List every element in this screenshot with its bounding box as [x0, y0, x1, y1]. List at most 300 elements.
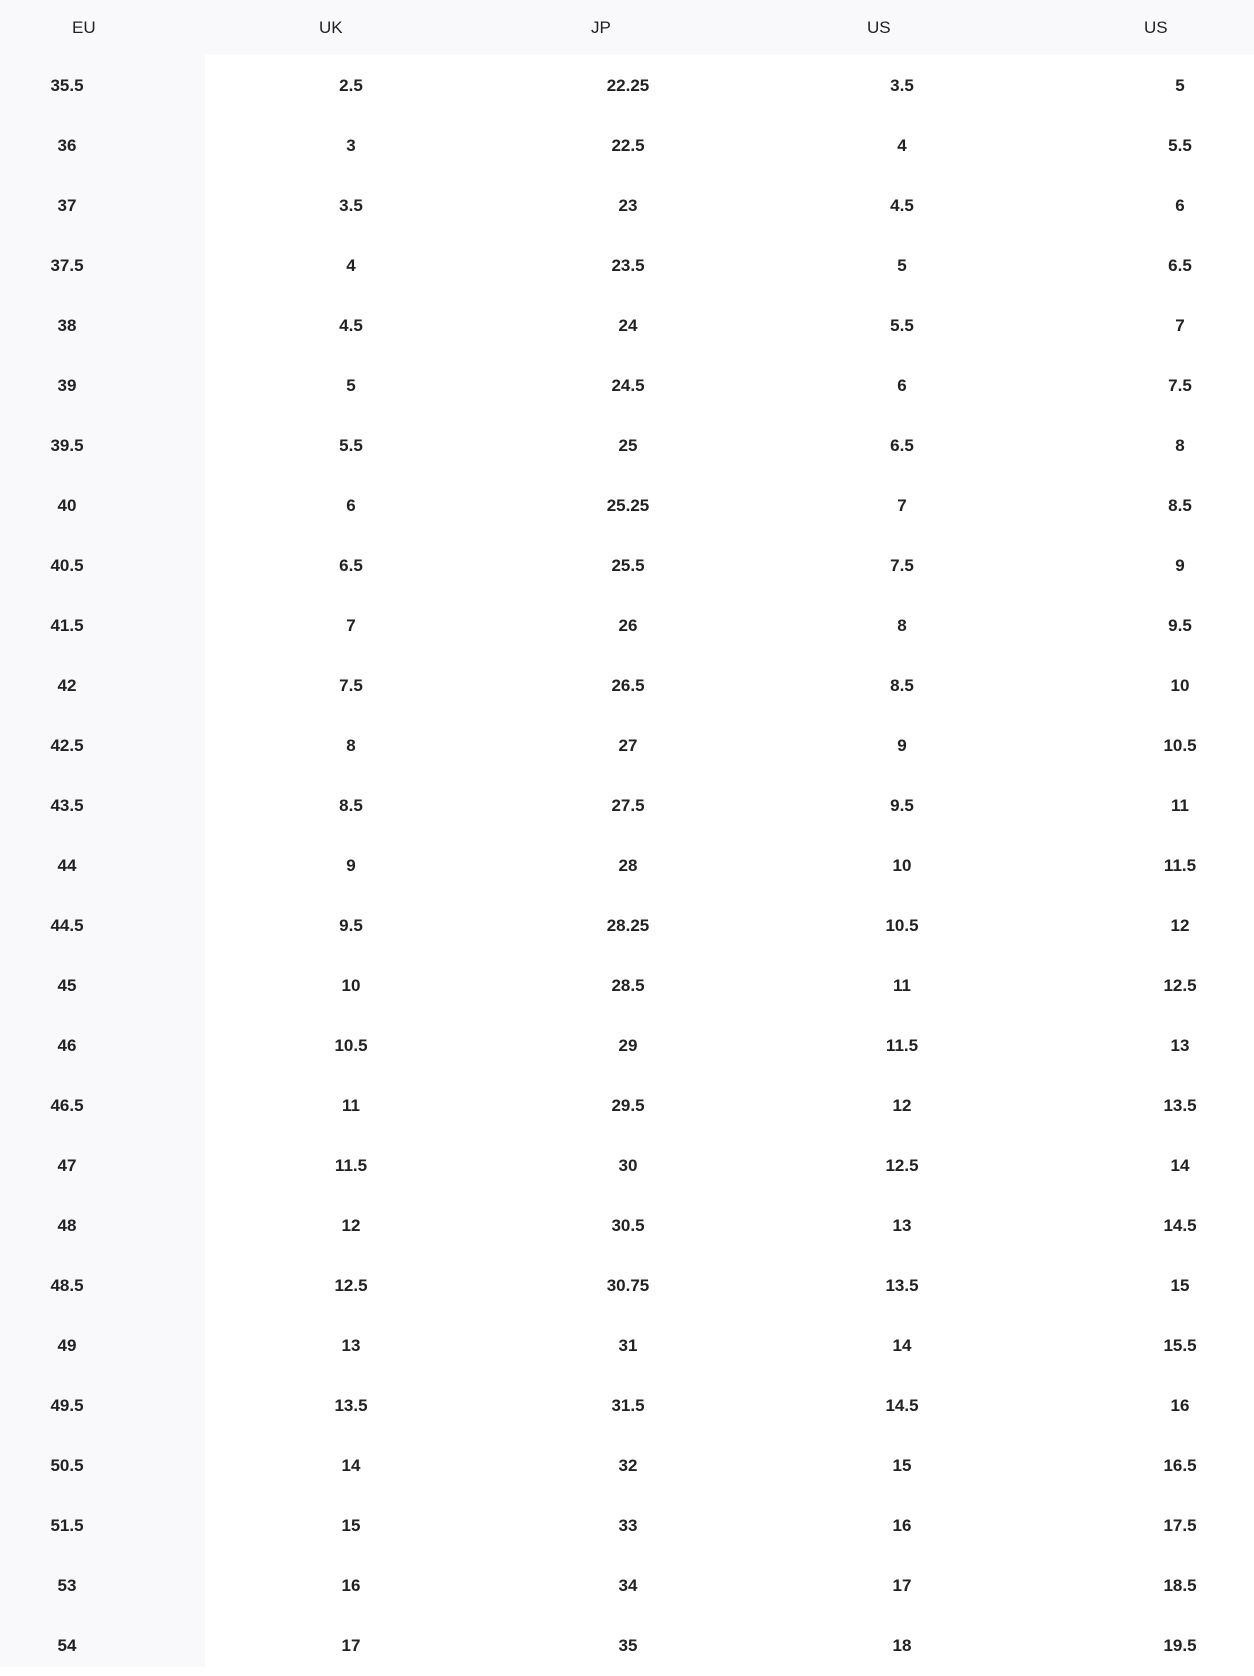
cell-eu-value: 48 — [57, 1216, 77, 1235]
cell-us-women-value: 6.5 — [1168, 256, 1192, 275]
cell-uk — [205, 236, 485, 296]
table-row — [0, 1076, 1254, 1136]
cell-us-men — [761, 1556, 1040, 1616]
cell-jp — [485, 116, 761, 176]
cell-us-women-value: 9 — [1175, 556, 1185, 575]
cell-jp-value: 32 — [618, 1456, 638, 1475]
cell-us-men-value: 4 — [897, 136, 907, 155]
cell-eu-value: 37 — [57, 196, 77, 215]
cell-eu — [0, 896, 205, 956]
cell-us-women-value: 15 — [1170, 1276, 1190, 1295]
cell-jp — [485, 836, 761, 896]
cell-us-men — [761, 55, 1040, 116]
cell-eu — [0, 476, 205, 536]
table-row — [0, 1496, 1254, 1556]
cell-jp — [485, 596, 761, 656]
cell-us-men — [761, 716, 1040, 776]
cell-uk — [205, 1436, 485, 1496]
cell-eu-value: 44 — [57, 856, 77, 875]
cell-us-women-value: 11.5 — [1163, 856, 1197, 875]
cell-jp — [485, 1136, 761, 1196]
table-row — [0, 416, 1254, 476]
cell-uk-value: 3.5 — [339, 196, 363, 215]
cell-jp — [485, 1436, 761, 1496]
cell-us-men-value: 7.5 — [890, 556, 914, 575]
table-row — [0, 476, 1254, 536]
cell-us-women — [1040, 176, 1254, 236]
cell-eu — [0, 1136, 205, 1196]
cell-uk-value: 10.5 — [334, 1036, 368, 1055]
cell-uk — [205, 1376, 485, 1436]
cell-jp — [485, 1016, 761, 1076]
cell-us-women — [1040, 476, 1254, 536]
cell-jp-value: 33 — [618, 1516, 638, 1535]
cell-jp — [485, 416, 761, 476]
cell-uk — [205, 716, 485, 776]
table-row — [0, 1196, 1254, 1256]
table-row — [0, 1316, 1254, 1376]
cell-eu — [0, 1376, 205, 1436]
cell-jp-value: 29.5 — [611, 1096, 645, 1115]
cell-us-women-value: 17.5 — [1163, 1516, 1197, 1535]
cell-eu-value: 39 — [57, 376, 77, 395]
header-jp-label: JP — [591, 17, 611, 37]
cell-jp-value: 28 — [618, 856, 638, 875]
cell-uk-value: 15 — [341, 1516, 361, 1535]
cell-us-women-value: 14 — [1170, 1156, 1190, 1175]
cell-eu-value: 46.5 — [50, 1096, 84, 1115]
table-row — [0, 1556, 1254, 1616]
cell-us-women-value: 9.5 — [1168, 616, 1192, 635]
cell-eu-value: 48.5 — [50, 1276, 84, 1295]
cell-eu — [0, 716, 205, 776]
cell-eu — [0, 656, 205, 716]
table-row — [0, 1376, 1254, 1436]
cell-uk-value: 7.5 — [339, 676, 363, 695]
cell-eu-value: 43.5 — [50, 796, 84, 815]
cell-us-men-value: 14.5 — [885, 1396, 919, 1415]
header-row — [0, 0, 1254, 55]
table-row — [0, 896, 1254, 956]
cell-jp — [485, 716, 761, 776]
cell-us-men-value: 14 — [892, 1336, 912, 1355]
cell-uk-value: 6 — [346, 496, 356, 515]
cell-eu-value: 49.5 — [50, 1396, 84, 1415]
cell-us-men — [761, 1316, 1040, 1376]
cell-eu-value: 42 — [57, 676, 77, 695]
cell-uk — [205, 1136, 485, 1196]
cell-uk — [205, 896, 485, 956]
cell-eu — [0, 116, 205, 176]
cell-jp — [485, 55, 761, 116]
cell-eu — [0, 356, 205, 416]
cell-us-men — [761, 1196, 1040, 1256]
cell-eu-value: 47 — [57, 1156, 77, 1175]
header-uk-label: UK — [319, 17, 343, 37]
cell-uk-value: 12.5 — [334, 1276, 368, 1295]
cell-us-women-value: 14.5 — [1163, 1216, 1197, 1235]
cell-us-men-value: 12 — [892, 1096, 912, 1115]
cell-uk-value: 14 — [341, 1456, 361, 1475]
cell-uk-value: 2.5 — [339, 75, 363, 95]
cell-us-women-value: 5.5 — [1168, 136, 1192, 155]
header-us-men-label: US — [867, 17, 891, 37]
cell-uk — [205, 356, 485, 416]
table-row — [0, 176, 1254, 236]
cell-uk-value: 4.5 — [339, 316, 363, 335]
cell-uk-value: 6.5 — [339, 556, 363, 575]
cell-us-men — [761, 596, 1040, 656]
cell-us-women — [1040, 776, 1254, 836]
cell-jp-value: 29 — [618, 1036, 638, 1055]
cell-us-men — [761, 956, 1040, 1016]
cell-eu-value: 53 — [57, 1576, 77, 1595]
table-row — [0, 1256, 1254, 1316]
table-row — [0, 1616, 1254, 1676]
cell-uk — [205, 55, 485, 116]
cell-jp — [485, 536, 761, 596]
cell-us-men — [761, 776, 1040, 836]
cell-jp-value: 27.5 — [611, 796, 645, 815]
cell-us-women-value: 19.5 — [1163, 1636, 1197, 1655]
cell-eu — [0, 176, 205, 236]
cell-uk — [205, 416, 485, 476]
header-eu — [0, 0, 205, 55]
cell-eu-value: 54 — [57, 1636, 77, 1655]
cell-eu-value: 45 — [57, 976, 77, 995]
table-row — [0, 716, 1254, 776]
cell-us-women — [1040, 896, 1254, 956]
cell-uk-value: 13 — [341, 1336, 361, 1355]
cell-uk — [205, 1076, 485, 1136]
cell-eu — [0, 296, 205, 356]
cell-jp-value: 30 — [618, 1156, 638, 1175]
cell-uk-value: 7 — [346, 616, 356, 635]
table-row — [0, 296, 1254, 356]
cell-jp-value: 26 — [618, 616, 638, 635]
cell-us-women — [1040, 1556, 1254, 1616]
cell-jp — [485, 956, 761, 1016]
cell-us-women — [1040, 1496, 1254, 1556]
cell-jp — [485, 356, 761, 416]
cell-us-men — [761, 1436, 1040, 1496]
cell-eu-value: 40.5 — [50, 556, 84, 575]
cell-us-men — [761, 656, 1040, 716]
cell-jp — [485, 1196, 761, 1256]
cell-us-women-value: 12 — [1170, 916, 1190, 935]
cell-eu — [0, 536, 205, 596]
cell-uk — [205, 176, 485, 236]
cell-jp — [485, 1316, 761, 1376]
cell-eu — [0, 836, 205, 896]
cell-us-women — [1040, 1316, 1254, 1376]
cell-uk — [205, 1496, 485, 1556]
cell-eu — [0, 1616, 205, 1676]
cell-us-men — [761, 116, 1040, 176]
table-row — [0, 776, 1254, 836]
cell-eu-value: 35.5 — [50, 75, 84, 95]
cell-us-women — [1040, 416, 1254, 476]
cell-uk-value: 9 — [346, 856, 356, 875]
cell-us-men-value: 13.5 — [885, 1276, 919, 1295]
cell-us-women — [1040, 116, 1254, 176]
cell-jp-value: 31.5 — [611, 1396, 645, 1415]
cell-jp-value: 25.5 — [611, 556, 645, 575]
cell-uk — [205, 116, 485, 176]
cell-eu — [0, 1496, 205, 1556]
cell-us-men-value: 17 — [892, 1576, 912, 1595]
cell-us-men-value: 15 — [892, 1456, 912, 1475]
cell-uk-value: 11.5 — [334, 1156, 368, 1175]
cell-jp-value: 28.25 — [606, 916, 650, 935]
cell-jp — [485, 1076, 761, 1136]
cell-uk-value: 17 — [341, 1636, 361, 1655]
cell-jp-value: 22.5 — [611, 136, 645, 155]
cell-us-women-value: 16.5 — [1163, 1456, 1197, 1475]
cell-us-men-value: 6.5 — [890, 436, 914, 455]
cell-us-men-value: 10 — [892, 856, 912, 875]
cell-us-men — [761, 416, 1040, 476]
cell-eu-value: 37.5 — [50, 256, 84, 275]
cell-jp — [485, 296, 761, 356]
cell-us-women — [1040, 956, 1254, 1016]
cell-eu — [0, 1436, 205, 1496]
cell-uk-value: 16 — [341, 1576, 361, 1595]
cell-us-men — [761, 1376, 1040, 1436]
cell-uk — [205, 1316, 485, 1376]
cell-eu-value: 41.5 — [50, 616, 84, 635]
cell-us-women — [1040, 1016, 1254, 1076]
header-jp — [485, 0, 761, 55]
cell-eu — [0, 1196, 205, 1256]
cell-us-men — [761, 296, 1040, 356]
cell-uk-value: 8.5 — [339, 796, 363, 815]
cell-us-men-value: 8 — [897, 616, 907, 635]
cell-jp-value: 35 — [618, 1636, 638, 1655]
cell-uk — [205, 656, 485, 716]
cell-us-women-value: 8 — [1175, 436, 1185, 455]
cell-us-men — [761, 356, 1040, 416]
cell-us-men — [761, 236, 1040, 296]
header-eu-label: EU — [72, 17, 96, 37]
cell-us-men-value: 11 — [893, 976, 911, 995]
cell-eu — [0, 1076, 205, 1136]
cell-us-men — [761, 536, 1040, 596]
cell-us-women-value: 18.5 — [1163, 1576, 1197, 1595]
cell-us-women-value: 7 — [1175, 316, 1185, 335]
cell-eu-value: 39.5 — [50, 436, 84, 455]
cell-us-women — [1040, 55, 1254, 116]
table-row — [0, 236, 1254, 296]
cell-us-women — [1040, 236, 1254, 296]
cell-us-women — [1040, 1196, 1254, 1256]
cell-jp-value: 23 — [618, 196, 638, 215]
cell-us-women — [1040, 356, 1254, 416]
cell-us-women — [1040, 1256, 1254, 1316]
cell-us-women-value: 16 — [1170, 1396, 1190, 1415]
cell-us-women — [1040, 1376, 1254, 1436]
cell-jp — [485, 656, 761, 716]
cell-uk — [205, 1256, 485, 1316]
table-row — [0, 596, 1254, 656]
cell-us-women — [1040, 656, 1254, 716]
cell-jp — [485, 896, 761, 956]
cell-jp — [485, 476, 761, 536]
cell-us-men-value: 16 — [892, 1516, 912, 1535]
cell-us-men — [761, 476, 1040, 536]
cell-jp — [485, 1556, 761, 1616]
cell-us-men — [761, 1016, 1040, 1076]
cell-jp — [485, 1496, 761, 1556]
table-row — [0, 1436, 1254, 1496]
cell-us-men — [761, 896, 1040, 956]
cell-uk-value: 5 — [346, 376, 356, 395]
cell-eu-value: 49 — [57, 1336, 77, 1355]
cell-us-men-value: 18 — [892, 1636, 912, 1655]
cell-uk — [205, 1016, 485, 1076]
table-body — [0, 55, 1254, 1676]
table-row — [0, 55, 1254, 116]
cell-uk — [205, 596, 485, 656]
cell-eu-value: 38 — [57, 316, 77, 335]
cell-uk — [205, 476, 485, 536]
cell-jp-value: 22.25 — [606, 75, 650, 95]
cell-us-men-value: 4.5 — [890, 196, 914, 215]
cell-uk-value: 5.5 — [339, 436, 363, 455]
cell-uk-value: 12 — [341, 1216, 361, 1235]
cell-uk-value: 10 — [341, 976, 361, 995]
cell-uk — [205, 1616, 485, 1676]
cell-us-women — [1040, 1616, 1254, 1676]
header-us-men — [761, 0, 1040, 55]
cell-us-men-value: 3.5 — [890, 75, 914, 95]
cell-uk — [205, 776, 485, 836]
cell-us-men-value: 8.5 — [890, 676, 914, 695]
cell-us-women — [1040, 716, 1254, 776]
table-header — [0, 0, 1254, 55]
cell-us-men — [761, 836, 1040, 896]
cell-jp-value: 25.25 — [606, 496, 650, 515]
cell-uk-value: 3 — [346, 136, 356, 155]
cell-us-men — [761, 1136, 1040, 1196]
cell-us-men-value: 13 — [892, 1216, 912, 1235]
cell-us-women-value: 6 — [1175, 196, 1185, 215]
cell-us-women-value: 12.5 — [1163, 976, 1197, 995]
cell-eu-value: 40 — [57, 496, 77, 515]
cell-us-women-value: 11 — [1171, 796, 1189, 815]
cell-eu — [0, 1256, 205, 1316]
cell-us-men-value: 5 — [897, 256, 907, 275]
cell-jp-value: 31 — [618, 1336, 638, 1355]
cell-uk-value: 8 — [346, 736, 356, 755]
cell-us-women-value: 13.5 — [1163, 1096, 1197, 1115]
cell-us-women-value: 7.5 — [1168, 376, 1192, 395]
cell-eu-value: 46 — [57, 1036, 77, 1055]
cell-jp-value: 34 — [618, 1576, 638, 1595]
cell-uk-value: 4 — [346, 256, 356, 275]
cell-us-men-value: 12.5 — [885, 1156, 919, 1175]
cell-us-women — [1040, 1136, 1254, 1196]
cell-jp-value: 24 — [618, 316, 638, 335]
cell-eu — [0, 776, 205, 836]
cell-uk — [205, 1556, 485, 1616]
cell-us-women-value: 15.5 — [1163, 1336, 1197, 1355]
cell-us-men-value: 9 — [897, 736, 907, 755]
table-row — [0, 536, 1254, 596]
cell-jp — [485, 776, 761, 836]
cell-eu — [0, 1316, 205, 1376]
cell-us-men-value: 5.5 — [890, 316, 914, 335]
cell-jp — [485, 176, 761, 236]
cell-eu — [0, 1016, 205, 1076]
table-row — [0, 116, 1254, 176]
cell-eu-value: 51.5 — [50, 1516, 84, 1535]
cell-us-women-value: 10 — [1170, 676, 1190, 695]
cell-us-women — [1040, 1436, 1254, 1496]
cell-jp-value: 26.5 — [611, 676, 645, 695]
table-row — [0, 356, 1254, 416]
cell-eu — [0, 236, 205, 296]
cell-eu — [0, 596, 205, 656]
cell-uk — [205, 296, 485, 356]
cell-jp-value: 25 — [618, 436, 638, 455]
cell-eu-value: 50.5 — [50, 1456, 84, 1475]
cell-jp — [485, 1256, 761, 1316]
header-uk — [205, 0, 485, 55]
cell-jp-value: 30.5 — [611, 1216, 645, 1235]
table-row — [0, 956, 1254, 1016]
cell-us-men — [761, 1496, 1040, 1556]
cell-jp — [485, 236, 761, 296]
cell-uk — [205, 956, 485, 1016]
cell-us-women-value: 10.5 — [1163, 736, 1197, 755]
cell-us-men-value: 11.5 — [885, 1036, 919, 1055]
cell-us-women-value: 8.5 — [1168, 496, 1192, 515]
cell-us-men-value: 9.5 — [890, 796, 914, 815]
cell-us-men — [761, 1076, 1040, 1136]
cell-us-women — [1040, 836, 1254, 896]
cell-us-men-value: 7 — [897, 496, 907, 515]
cell-uk — [205, 1196, 485, 1256]
cell-eu — [0, 416, 205, 476]
cell-us-men-value: 6 — [897, 376, 907, 395]
table-row — [0, 836, 1254, 896]
cell-jp-value: 30.75 — [606, 1276, 650, 1295]
cell-uk-value: 9.5 — [339, 916, 363, 935]
cell-eu — [0, 1556, 205, 1616]
cell-us-women-value: 13 — [1170, 1036, 1190, 1055]
table-row — [0, 1136, 1254, 1196]
cell-jp-value: 24.5 — [611, 376, 645, 395]
cell-us-men — [761, 1616, 1040, 1676]
cell-jp-value: 27 — [618, 736, 638, 755]
table-row — [0, 1016, 1254, 1076]
cell-us-men — [761, 176, 1040, 236]
cell-us-women — [1040, 536, 1254, 596]
cell-uk-value: 11 — [342, 1096, 360, 1115]
cell-jp-value: 28.5 — [611, 976, 645, 995]
cell-eu-value: 36 — [57, 136, 77, 155]
cell-uk-value: 13.5 — [334, 1396, 368, 1415]
table-row — [0, 656, 1254, 716]
cell-us-women — [1040, 596, 1254, 656]
header-us-women — [1040, 0, 1254, 55]
cell-eu — [0, 956, 205, 1016]
cell-us-men-value: 10.5 — [885, 916, 919, 935]
cell-uk — [205, 836, 485, 896]
cell-jp-value: 23.5 — [611, 256, 645, 275]
cell-us-women — [1040, 296, 1254, 356]
